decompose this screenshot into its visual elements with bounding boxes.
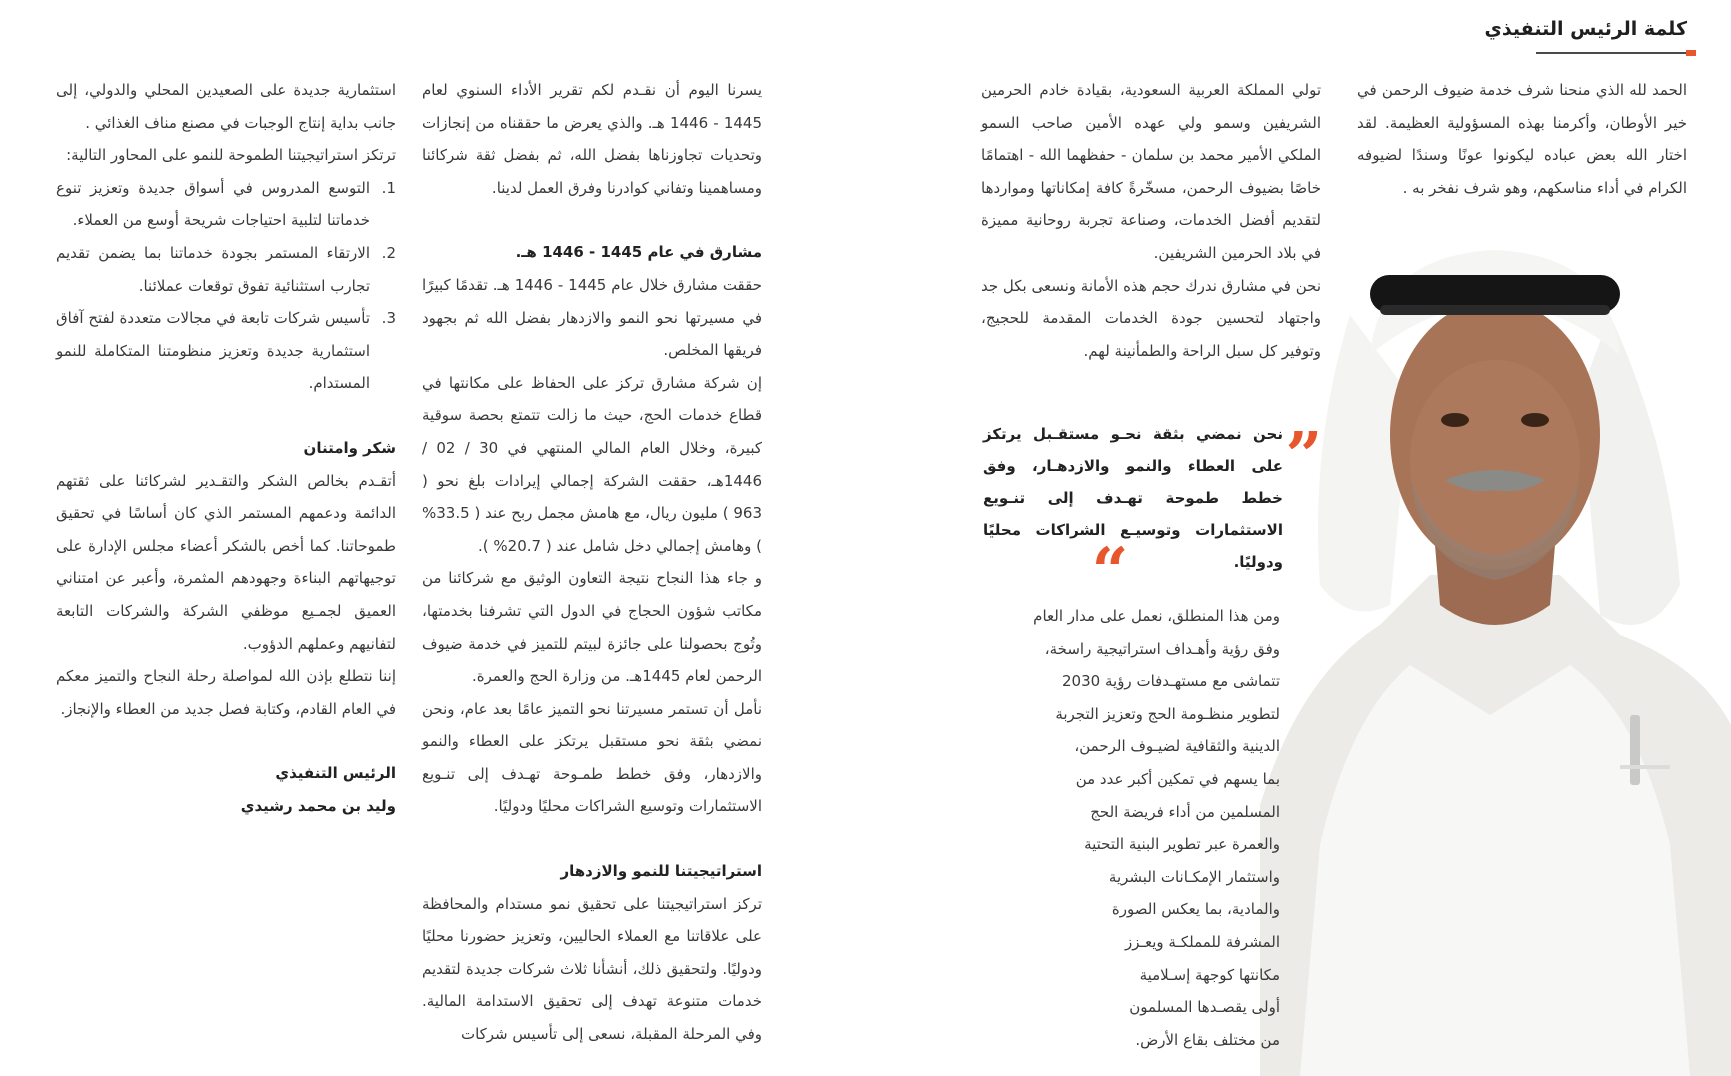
vision-line: المسلمين من أداء فريضة الحج bbox=[1090, 802, 1280, 821]
intro-column-left bbox=[981, 74, 1321, 367]
executive-portrait bbox=[1260, 245, 1731, 1076]
list-item: 1. التوسع المدروس في أسواق جديدة وتعزيز تنوع خدماتنا لتلبية احتياجات شريحة أوسع من العملاء. bbox=[56, 178, 396, 230]
list-item: 3. تأسيس شركات تابعة في مجالات متعددة لفتح آفاق استثمارية جديدة وتعزيز منظومتنا المتكاملة للنمو المستدام. bbox=[56, 309, 396, 393]
vision-line: مكانتها كوجهة إسـلامية bbox=[1139, 965, 1280, 984]
section-title-mashareq: مشارق في عام 1445 - 1446 هـ. bbox=[515, 243, 762, 262]
signature-name: وليد بن محمد رشيدي bbox=[240, 796, 396, 815]
leadership-paragraph: تولي المملكة العربية السعودية، بقيادة خادم الحرمين الشريفين وسمو ولي عهده الأمين صاحب السمو الملكي الأمير محمد بن سلمان - حفظهما الله - اهتمامًا خاصًا بضيوف الرحمن، مسخّرةً كافة إمكاناتها ومواردها لتقديم أفضل الخدمات، وصناعة تجربة روحانية مميزة في بلاد الحرمين الشريفين. bbox=[981, 81, 1321, 262]
section-title-thanks: شكر وامتنان bbox=[303, 438, 396, 457]
thanks-paragraph: أتقـدم بخالص الشكر والتقـدير لشركائنا على ثقتهم الدائمة ودعمهم المستمر الذي كان أساسًا في تحقيق طموحاتنا. كما أخص بالشكر أعضاء مجلس الإدارة على توجيهاتهم البناءة وجهودهم المثمرة، وأعبر عن امتناني العميق لجمـيع موظفي الشركة والشركات التابعة لتفانيهم وعملهم الدؤوب. bbox=[56, 471, 396, 653]
strategy-column bbox=[56, 74, 396, 822]
report-column bbox=[422, 74, 762, 1051]
vision-line: واستثمار الإمكـانات البشرية bbox=[1108, 867, 1280, 886]
signature-block bbox=[56, 757, 396, 822]
vision-line: ومن هذا المنطلق، نعمل على مدار العام bbox=[1033, 607, 1280, 625]
award-paragraph: و جاء هذا النجاح نتيجة التعاون الوثيق مع شركائنا من مكاتب شؤون الحجاج في الدول التي تشرفنا بخدمتها، وتُوج بحصولنا على جائزة لبيتم للتميز في خدمة ضيوف الرحمن لعام 1445هـ. من وزارة الحج والعمرة. bbox=[422, 569, 762, 686]
commitment-paragraph: نحن في مشارق ندرك حجم هذه الأمانة ونسعى بكل جد واجتهاد لتحسين جودة الخدمات المقدمة للحجيج، وتوفير كل سبل الراحة والطمأنينة لهم. bbox=[980, 276, 1321, 360]
page-title: كلمة الرئيس التنفيذي bbox=[1484, 18, 1687, 40]
vision-line: لتطوير منظـومة الحج وتعزيز التجربة bbox=[1055, 704, 1280, 723]
pull-quote-text: نحن نمضي بثقة نحـو مستقـبل يرتكز على العطاء والنمو والازدهـار، وفق خطط طموحة تهـدف إلى تنـويع الاستثمارات وتوسيـع الشراكات محليًا ودوليًا. bbox=[983, 425, 1283, 571]
outlook-paragraph: نأمل أن تستمر مسيرتنا نحو التميز عامًا بعد عام، ونحن نمضي بثقة نحو مستقبل يرتكز على العطاء والنمو والازدهار، وفق خطط طمـوحة تهـدف إلى تنـويع الاستثمارات وتوسيع الشراكات محليًا ودوليًا. bbox=[422, 699, 762, 816]
vision-line: والمادية، بما يعكس الصورة bbox=[1111, 900, 1280, 919]
report-intro: يسرنا اليوم أن نقـدم لكم تقرير الأداء السنوي لعام 1445 - 1446 هـ. والذي يعرض ما حققناه من إنجازات وتحديات تجاوزناها بفضل الله، ثم بفضل ثقة شركائنا ومساهمينا وتفاني كوادرنا وفرق العمل لدينا. bbox=[422, 81, 762, 197]
vision-line: والعمرة عبر تطوير البنية التحتية bbox=[1084, 835, 1280, 854]
vision-line: أولى يقصـدها المسلمون bbox=[1129, 998, 1280, 1017]
vision-line: المشرفة للمملكـة ويعـزز bbox=[1125, 932, 1280, 951]
list-item: 2. الارتقاء المستمر بجودة خدماتنا بما يضمن تقديم تجارب استثنائية تفوق توقعات عملائنا. bbox=[56, 243, 396, 295]
title-accent-bar bbox=[1686, 50, 1696, 56]
closing-paragraph: إننا نتطلع بإذن الله لمواصلة رحلة النجاح والتميز معكم في العام القادم، وكتابة فصل جديد من العطاء والإنجاز. bbox=[56, 667, 396, 718]
vision-line: بما يسهم في تمكين أكبر عدد من bbox=[1075, 769, 1280, 788]
section-title-strategy: استراتيجيتنا للنمو والازدهار bbox=[560, 862, 762, 881]
strategy-axes-list bbox=[56, 172, 396, 400]
intro-paragraph: الحمد لله الذي منحنا شرف خدمة ضيوف الرحمن في خير الأوطان، وأكرمنا بهذه المسؤولية العظيمة. لقد اختار الله بعض عباده ليكونوا عونًا وسندًا لضيوفه الكرام في أداء مناسكهم، وهو شرف نفخر به . bbox=[1357, 81, 1687, 197]
vision-line: الدينية والثقافية لضيـوف الرحمن، bbox=[1074, 737, 1280, 756]
close-quote-icon: “ bbox=[1091, 534, 1129, 609]
vision-line: تتماشى مع مستهـدفات رؤية 2030 bbox=[1062, 672, 1280, 691]
open-quote-icon: „ bbox=[1286, 382, 1324, 457]
vision-column bbox=[980, 600, 1280, 1056]
vision-line: وفق رؤية وأهـداف استراتيجية راسخة، bbox=[1044, 639, 1280, 658]
intro-column-right bbox=[1357, 74, 1687, 204]
title-underline bbox=[1536, 52, 1696, 54]
strategy-paragraph: تركز استراتيجيتنا على تحقيق نمو مستدام والمحافظة على علاقاتنا مع العملاء الحاليين، وتعزيز حضورنا محليًا ودوليًا. ولتحقيق ذلك، أنشأنا ثلاث شركات جديدة لتقديم خدمات متنوعة تهدف إلى تحقيق الاستدامة المالية. وفي المرحلة المقبلة، نسعى إلى تأسيس شركات bbox=[422, 894, 762, 1044]
strategy-continuation: استثمارية جديدة على الصعيدين المحلي والدولي، إلى جانب بداية إنتاج الوجبات في مصنع مناف الغذائي . bbox=[56, 81, 396, 132]
signature-role: الرئيس التنفيذي bbox=[275, 764, 396, 783]
axes-intro: ترتكز استراتيجيتنا الطموحة للنمو على المحاور التالية: bbox=[66, 146, 396, 165]
financial-paragraph: إن شركة مشارق تركز على الحفاظ على مكانتها في قطاع خدمات الحج، حيث ما زالت تتمتع بحصة سوقية كبيرة، وخلال العام المالي المنتهي في 30 / 02 / 1446هـ، حققت الشركة إجمالي إيرادات بلغ نحو ( 963 ) مليون ريال، مع هامش مجمل ربح عند ( 33.5% ) وهامش إجمالي دخل شامل عند ( 20.7% ). bbox=[422, 373, 762, 555]
vision-line: من مختلف بقاع الأرض. bbox=[1135, 1030, 1280, 1049]
achievement-paragraph: حققت مشارق خلال عام 1445 - 1446 هـ. تقدمًا كبيرًا في مسيرتها نحو النمو والازدهار بفضل الله ثم بجهود فريقها المخلص. bbox=[422, 275, 763, 360]
